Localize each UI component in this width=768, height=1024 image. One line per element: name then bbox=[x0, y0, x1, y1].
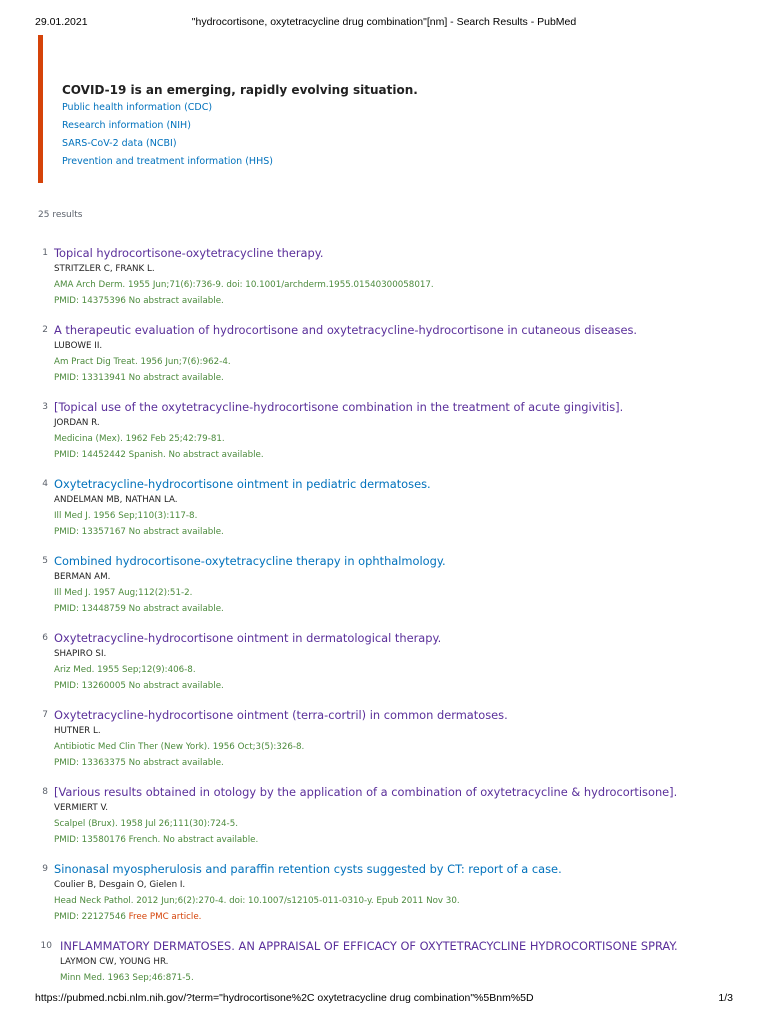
print-header bbox=[35, 16, 733, 30]
result-number: 3 bbox=[42, 402, 48, 412]
result-authors: LUBOWE II. bbox=[54, 341, 103, 351]
print-url: https://pubmed.ncbi.nlm.nih.gov/?term="hydrocortisone%2C oxytetracycline drug combination"%5Bnm%5D bbox=[35, 992, 534, 1004]
result-pmid: PMID: 13580176 French. No abstract available. bbox=[54, 835, 259, 845]
result-pmid: PMID: 13357167 No abstract available. bbox=[54, 527, 224, 537]
covid-link-nih[interactable]: Research information (NIH) bbox=[62, 120, 191, 131]
covid-alert bbox=[38, 35, 718, 183]
free-pmc-article-link[interactable]: Free PMC article. bbox=[128, 912, 202, 922]
result-number: 7 bbox=[42, 710, 48, 720]
result-authors: SHAPIRO SI. bbox=[54, 649, 107, 659]
print-date: 29.01.2021 bbox=[35, 16, 88, 28]
result-authors: ANDELMAN MB, NATHAN LA. bbox=[54, 495, 178, 505]
covid-link-hhs[interactable]: Prevention and treatment information (HHS) bbox=[62, 156, 273, 167]
result-authors: HUTNER L. bbox=[54, 726, 101, 736]
result-pmid: PMID: 22127546 bbox=[54, 912, 126, 922]
covid-link-cdc[interactable]: Public health information (CDC) bbox=[62, 102, 213, 113]
result-authors: VERMIERT V. bbox=[54, 803, 109, 813]
result-citation: Ill Med J. 1957 Aug;112(2):51-2. bbox=[54, 588, 193, 598]
result-title-link[interactable]: Oxytetracycline-hydrocortisone ointment in dermatological therapy. bbox=[54, 631, 442, 645]
result-title-link[interactable]: [Various results obtained in otology by the application of a combination of oxytetracycline & hydrocortisone]. bbox=[54, 785, 678, 799]
result-number: 6 bbox=[42, 633, 48, 643]
covid-alert-title: COVID-19 is an emerging, rapidly evolving situation. bbox=[62, 83, 418, 97]
covid-alert-accent-bar bbox=[38, 35, 43, 183]
result-title-link[interactable]: Oxytetracycline-hydrocortisone ointment in pediatric dermatoses. bbox=[54, 477, 431, 491]
result-authors: STRITZLER C, FRANK L. bbox=[54, 264, 155, 274]
result-citation: AMA Arch Derm. 1955 Jun;71(6):736-9. doi: 10.1001/archderm.1955.01540300058017. bbox=[54, 280, 434, 290]
result-number: 5 bbox=[42, 556, 48, 566]
result-pmid: PMID: 13260005 No abstract available. bbox=[54, 681, 224, 691]
result-authors: JORDAN R. bbox=[54, 418, 100, 428]
result-title-link[interactable]: Combined hydrocortisone-oxytetracycline therapy in ophthalmology. bbox=[54, 554, 446, 568]
result-pmid: PMID: 14375396 No abstract available. bbox=[54, 296, 224, 306]
result-authors: Coulier B, Desgain O, Gielen I. bbox=[54, 880, 186, 890]
result-citation: Head Neck Pathol. 2012 Jun;6(2):270-4. doi: 10.1007/s12105-011-0310-y. Epub 2011 Nov 30. bbox=[54, 896, 460, 906]
result-title-link[interactable]: Oxytetracycline-hydrocortisone ointment (terra-cortril) in common dermatoses. bbox=[54, 708, 508, 722]
result-number: 1 bbox=[42, 248, 48, 258]
result-number: 10 bbox=[40, 941, 52, 951]
result-number: 9 bbox=[42, 864, 48, 874]
result-citation: Minn Med. 1963 Sep;46:871-5. bbox=[60, 973, 194, 983]
result-citation: Antibiotic Med Clin Ther (New York). 1956 Oct;3(5):326-8. bbox=[54, 742, 305, 752]
result-citation: Am Pract Dig Treat. 1956 Jun;7(6):962-4. bbox=[54, 357, 231, 367]
result-pmid: PMID: 13448759 No abstract available. bbox=[54, 604, 224, 614]
result-citation: Scalpel (Brux). 1958 Jul 26;111(30):724-5. bbox=[54, 819, 238, 829]
result-pmid: PMID: 14452442 Spanish. No abstract available. bbox=[54, 450, 264, 460]
result-title-link[interactable]: Sinonasal myospherulosis and paraffin retention cysts suggested by CT: report of a case. bbox=[54, 862, 562, 876]
print-footer bbox=[35, 992, 733, 1006]
result-number: 8 bbox=[42, 787, 48, 797]
result-title-link[interactable]: Topical hydrocortisone-oxytetracycline therapy. bbox=[54, 246, 324, 260]
result-title-link[interactable]: [Topical use of the oxytetracycline-hydrocortisone combination in the treatment of acute gingivitis]. bbox=[54, 400, 624, 414]
result-number: 4 bbox=[42, 479, 48, 489]
covid-link-ncbi[interactable]: SARS-CoV-2 data (NCBI) bbox=[62, 138, 177, 149]
print-page-title: "hydrocortisone, oxytetracycline drug combination"[nm] - Search Results - PubMed bbox=[191, 16, 577, 28]
result-title-link[interactable]: INFLAMMATORY DERMATOSES. AN APPRAISAL OF EFFICACY OF OXYTETRACYCLINE HYDROCORTISONE SPRAY. bbox=[60, 939, 678, 953]
result-authors: BERMAN AM. bbox=[54, 572, 111, 582]
result-title-link[interactable]: A therapeutic evaluation of hydrocortisone and oxytetracycline-hydrocortisone in cutaneous diseases. bbox=[54, 323, 638, 337]
result-number: 2 bbox=[42, 325, 48, 335]
result-pmid-line bbox=[54, 911, 562, 924]
result-pmid: PMID: 13363375 No abstract available. bbox=[54, 758, 224, 768]
result-authors: LAYMON CW, YOUNG HR. bbox=[60, 957, 169, 967]
result-citation: Medicina (Mex). 1962 Feb 25;42:79-81. bbox=[54, 434, 225, 444]
result-citation: Ariz Med. 1955 Sep;12(9):406-8. bbox=[54, 665, 196, 675]
result-pmid: PMID: 13313941 No abstract available. bbox=[54, 373, 224, 383]
result-citation: Ill Med J. 1956 Sep;110(3):117-8. bbox=[54, 511, 198, 521]
print-page-number: 1/3 bbox=[718, 992, 733, 1004]
results-count: 25 results bbox=[38, 210, 83, 220]
